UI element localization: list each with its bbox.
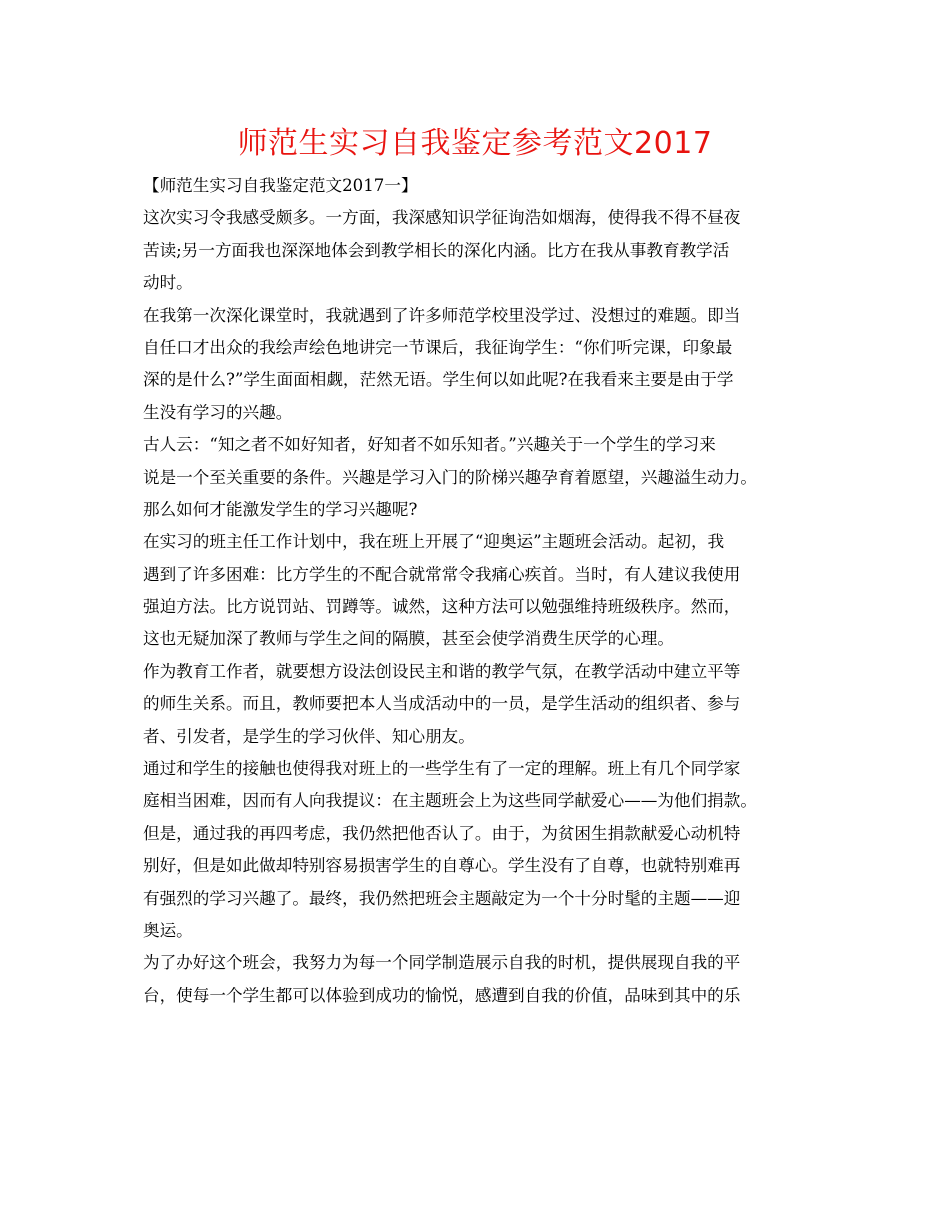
paragraph-line: 在我第一次深化课堂时，我就遇到了许多师范学校里没学过、没想过的难题。即当 [143, 305, 741, 325]
document-title: 师范生实习自我鉴定参考范文2017 [237, 126, 713, 161]
paragraph-line: 的师生关系。而且，教师要把本人当成活动中的一员，是学生活动的组织者、参与 [143, 694, 741, 714]
paragraph-line: 别好，但是如此做却特别容易损害学生的自尊心。学生没有了自尊，也就特别难再 [143, 856, 741, 876]
paragraph-line: 强迫方法。比方说罚站、罚蹲等。诚然，这种方法可以勉强维持班级秩序。然而， [143, 597, 741, 617]
paragraph-line: 动时。 [143, 273, 193, 293]
paragraph-line: 有强烈的学习兴趣了。最终，我仍然把班会主题敲定为一个十分时髦的主题——迎 [143, 888, 741, 908]
document-body [143, 170, 823, 1012]
paragraph-line: 古人云：“知之者不如好知者，好知者不如乐知者。”兴趣关于一个学生的学习来 [143, 435, 716, 455]
section-heading: 【师范生实习自我鉴定范文2017一】 [143, 176, 418, 195]
paragraph-line: 庭相当困难，因而有人向我提议：在主题班会上为这些同学献爱心——为他们捐款。 [143, 791, 757, 811]
paragraph-line: 这也无疑加深了教师与学生之间的隔膜，甚至会使学消费生厌学的心理。 [143, 629, 674, 649]
paragraph-line: 为了办好这个班会，我努力为每一个同学制造展示自我的时机，提供展现自我的平 [143, 953, 741, 973]
paragraph-line: 深的是什么?”学生面面相觑，茫然无语。学生何以如此呢?在我看来主要是由于学 [143, 370, 734, 390]
paragraph-line: 作为教育工作者，就要想方设法创设民主和谐的教学气氛，在教学活动中建立平等 [143, 661, 741, 681]
paragraph-line: 通过和学生的接触也使得我对班上的一些学生有了一定的理解。班上有几个同学家 [143, 759, 741, 779]
paragraph-line: 这次实习令我感受颇多。一方面，我深感知识学征询浩如烟海，使得我不得不昼夜 [143, 208, 741, 228]
paragraph-line: 遇到了许多困难：比方学生的不配合就常常令我痛心疾首。当时，有人建议我使用 [143, 564, 741, 584]
paragraph-line: 自任口才出众的我绘声绘色地讲完一节课后，我征询学生：“你们听完课，印象最 [143, 337, 733, 357]
paragraph-line: 说是一个至关重要的条件。兴趣是学习入门的阶梯兴趣孕育着愿望，兴趣溢生动力。 [143, 467, 757, 487]
paragraph-line: 苦读;另一方面我也深深地体会到教学相长的深化内涵。比方在我从事教育教学活 [143, 240, 730, 260]
paragraph-line: 生没有学习的兴趣。 [143, 402, 293, 422]
paragraph-line: 在实习的班主任工作计划中，我在班上开展了“迎奥运”主题班会活动。起初，我 [143, 532, 725, 552]
paragraph-line: 奥运。 [143, 920, 193, 940]
paragraph-line: 台，使每一个学生都可以体验到成功的愉悦，感遭到自我的价值，品味到其中的乐 [143, 985, 741, 1005]
paragraph-line: 者、引发者，是学生的学习伙伴、知心朋友。 [143, 726, 475, 746]
paragraph-line: 但是，通过我的再四考虑，我仍然把他否认了。由于，为贫困生捐款献爱心动机特 [143, 823, 741, 843]
paragraph-line: 那么如何才能激发学生的学习兴趣呢? [143, 499, 418, 519]
